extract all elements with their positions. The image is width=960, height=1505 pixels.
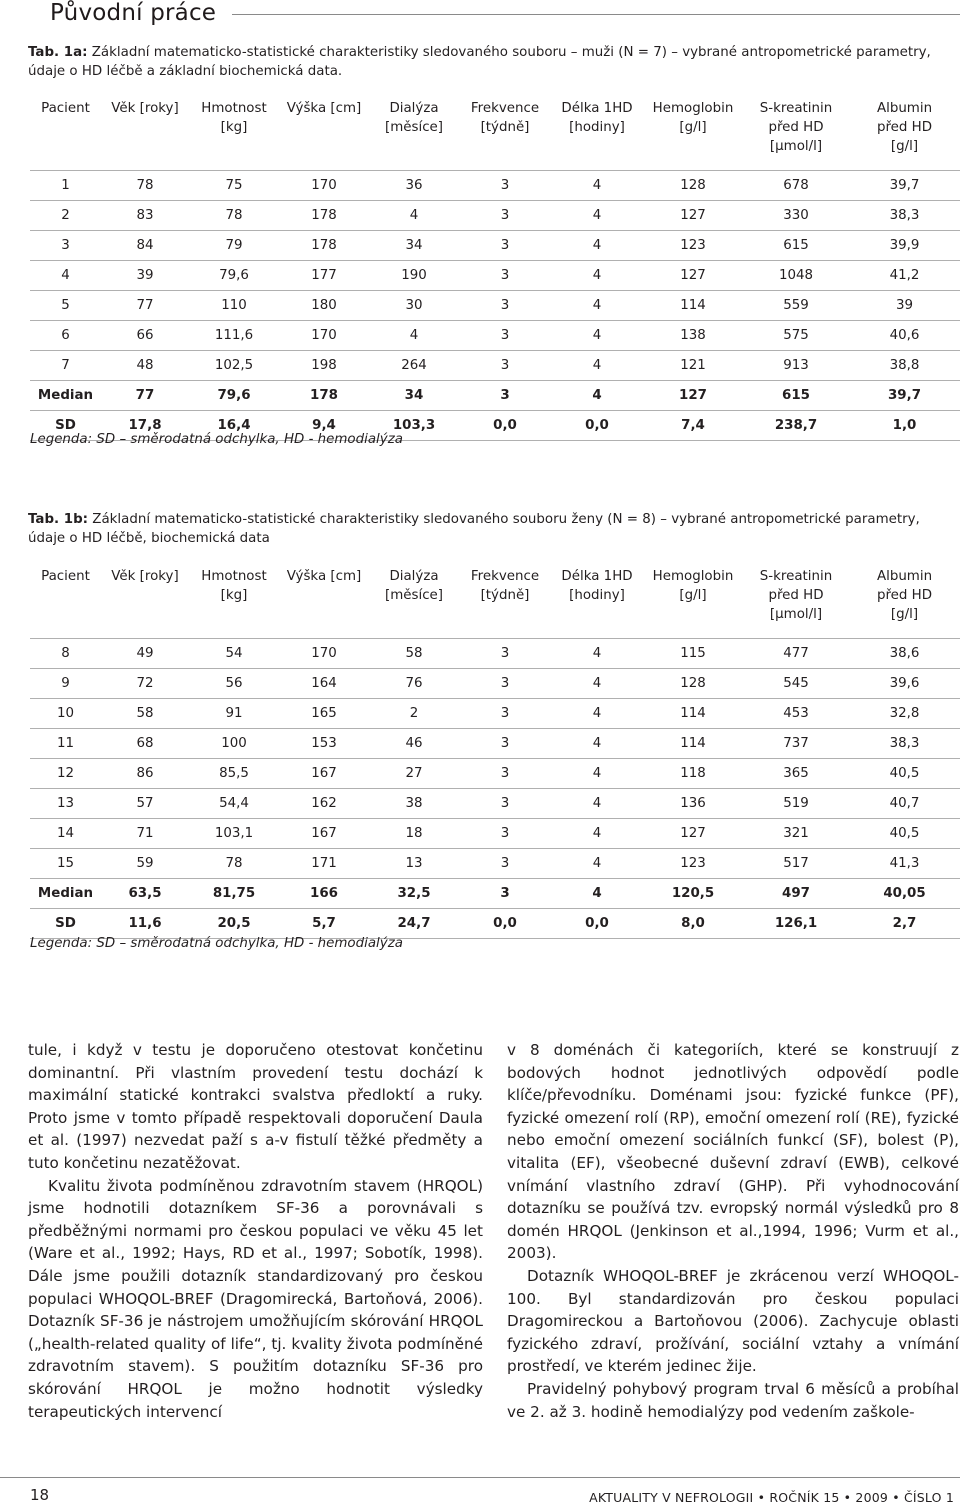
body-column-left	[28, 1039, 483, 1423]
column-header: S-kreatinin před HD [µmol/l]	[759, 101, 833, 154]
table-row	[30, 758, 960, 788]
table-cell: 32,8	[849, 698, 960, 728]
column-header: Délka 1HD [hodiny]	[561, 569, 633, 603]
table2	[30, 563, 960, 939]
summary-cell: SD	[30, 908, 101, 938]
table2-grid	[30, 563, 960, 939]
table-cell: 127	[643, 200, 743, 230]
table-cell: 3	[459, 848, 551, 878]
column-header: Délka 1HD [hodiny]	[561, 101, 633, 135]
summary-cell: 9,4	[279, 410, 369, 440]
table-cell: 162	[279, 788, 369, 818]
table-cell: 128	[643, 668, 743, 698]
table-cell: 78	[189, 200, 279, 230]
table-cell: 190	[369, 260, 459, 290]
body-column-right	[507, 1039, 959, 1423]
table-cell: 3	[459, 350, 551, 380]
table-cell: 321	[743, 818, 849, 848]
table-cell: 68	[101, 728, 189, 758]
table-cell: 8	[30, 638, 101, 668]
table-row	[30, 170, 960, 200]
table-cell: 40,7	[849, 788, 960, 818]
summary-cell: 3	[459, 380, 551, 410]
table-cell: 78	[189, 848, 279, 878]
table-cell: 75	[189, 170, 279, 200]
table-cell: 49	[101, 638, 189, 668]
table-cell: 38,8	[849, 350, 960, 380]
table-cell: 7	[30, 350, 101, 380]
summary-cell: 4	[551, 878, 643, 908]
column-header: Věk [roky]	[111, 101, 179, 116]
table-cell: 545	[743, 668, 849, 698]
summary-cell: 32,5	[369, 878, 459, 908]
paragraph: tule, i když v testu je doporučeno otestovat končetinu dominantní. Při vlastním provedení testu dochází k maximální statické kontrakci svalstva předloktí a ruky. Proto jsme v tomto případě respektovali doporučení Daula et al. (1997) nezvedat paží s a-v fistulí těžké předměty a tuto končetinu nezatěžovat.	[28, 1041, 483, 1172]
table-cell: 3	[459, 290, 551, 320]
column-header: Frekvence [týdně]	[470, 101, 540, 135]
table-cell: 1048	[743, 260, 849, 290]
table-cell: 178	[279, 230, 369, 260]
summary-cell: Median	[30, 380, 101, 410]
summary-cell: 39,7	[849, 380, 960, 410]
table-cell: 58	[369, 638, 459, 668]
table-cell: 2	[369, 698, 459, 728]
table-row	[30, 260, 960, 290]
table-cell: 264	[369, 350, 459, 380]
table-cell: 121	[643, 350, 743, 380]
table-cell: 3	[459, 758, 551, 788]
summary-cell: 17,8	[101, 410, 189, 440]
table-cell: 18	[369, 818, 459, 848]
table1-caption-label: Tab. 1a:	[28, 45, 88, 60]
table-cell: 78	[101, 170, 189, 200]
summary-cell: 79,6	[189, 380, 279, 410]
summary-row	[30, 380, 960, 410]
table-cell: 559	[743, 290, 849, 320]
summary-cell: 63,5	[101, 878, 189, 908]
table-row	[30, 728, 960, 758]
table-cell: 3	[459, 200, 551, 230]
column-header: Albumin před HD [g/l]	[876, 569, 933, 622]
table-cell: 517	[743, 848, 849, 878]
table-cell: 48	[101, 350, 189, 380]
table-cell: 77	[101, 290, 189, 320]
table-cell: 46	[369, 728, 459, 758]
table-cell: 123	[643, 230, 743, 260]
table1-caption-text: Základní matematicko-statistické charakteristiky sledovaného souboru – muži (N = 7) – vybrané antropometrické parametry, údaje o HD léčbě a základní biochemická data.	[28, 45, 931, 79]
table-cell: 171	[279, 848, 369, 878]
table-cell: 3	[459, 668, 551, 698]
summary-cell: 615	[743, 380, 849, 410]
table-cell: 13	[369, 848, 459, 878]
table-cell: 27	[369, 758, 459, 788]
table-cell: 3	[459, 320, 551, 350]
table-row	[30, 200, 960, 230]
table-cell: 180	[279, 290, 369, 320]
table-cell: 111,6	[189, 320, 279, 350]
table-cell: 58	[101, 698, 189, 728]
table-cell: 76	[369, 668, 459, 698]
table-cell: 575	[743, 320, 849, 350]
page-header	[0, 0, 960, 30]
summary-cell: 1,0	[849, 410, 960, 440]
table-cell: 177	[279, 260, 369, 290]
table-cell: 198	[279, 350, 369, 380]
table-cell: 4	[551, 638, 643, 668]
table-cell: 38,3	[849, 200, 960, 230]
summary-cell: 81,75	[189, 878, 279, 908]
table-cell: 118	[643, 758, 743, 788]
table-cell: 4	[551, 728, 643, 758]
table-cell: 39	[849, 290, 960, 320]
table-cell: 71	[101, 818, 189, 848]
table-cell: 4	[551, 260, 643, 290]
table-cell: 138	[643, 320, 743, 350]
table-cell: 83	[101, 200, 189, 230]
table-cell: 38,6	[849, 638, 960, 668]
table-row	[30, 698, 960, 728]
table-cell: 9	[30, 668, 101, 698]
table-cell: 6	[30, 320, 101, 350]
footer-rule	[0, 1477, 960, 1478]
table-cell: 4	[551, 668, 643, 698]
table1-grid	[30, 95, 960, 441]
table-cell: 4	[551, 848, 643, 878]
table-cell: 4	[551, 818, 643, 848]
table-cell: 170	[279, 320, 369, 350]
table-cell: 114	[643, 728, 743, 758]
summary-cell: 24,7	[369, 908, 459, 938]
column-header: Dialýza [měsíce]	[384, 101, 444, 135]
table-cell: 913	[743, 350, 849, 380]
summary-cell: 120,5	[643, 878, 743, 908]
table-row	[30, 788, 960, 818]
table-cell: 54	[189, 638, 279, 668]
table-cell: 477	[743, 638, 849, 668]
paragraph: Dotazník WHOQOL-BREF je zkrácenou verzí WHOQOL-100. Byl standardizován pro českou populaci Dragomireckou a Bartoňovou (2006). Zachycuje oblasti fyzického zdraví, prožívání, sociální vztahy a vnímání prostředí, ve kterém jedinec žije.	[507, 1266, 959, 1376]
table-cell: 1	[30, 170, 101, 200]
table-cell: 41,3	[849, 848, 960, 878]
table-cell: 79	[189, 230, 279, 260]
table-row	[30, 320, 960, 350]
summary-cell: 0,0	[459, 410, 551, 440]
table-cell: 5	[30, 290, 101, 320]
summary-cell: 497	[743, 878, 849, 908]
table-cell: 85,5	[189, 758, 279, 788]
table-cell: 3	[459, 728, 551, 758]
column-header: Výška [cm]	[286, 101, 362, 116]
summary-cell: 126,1	[743, 908, 849, 938]
table-cell: 40,6	[849, 320, 960, 350]
table2-caption-label: Tab. 1b:	[28, 512, 89, 527]
paragraph: v 8 doménách či kategoriích, které se konstruují z bodových hodnot jednotlivých odpovědí podle klíče/převodníku. Doménami jsou: fyzické funkce (PF), fyzické omezení rolí (RP), emoční omezení rolí (RE), fyzické nebo emoční omezení sociálních funkcí (SF), bolest (P), vitalita (EF), všeobecné duševní zdraví (EWB), celkové vnímání vlastního zdraví (GHP). Při vyhodnocování dotazníku se používá tzv. evropský normál výsledků pro 8 domén HRQOL (Jenkinson et al.,1994, 1996; Vurm et al., 2003).	[507, 1041, 959, 1263]
table-row	[30, 230, 960, 260]
table-cell: 127	[643, 260, 743, 290]
table-cell: 84	[101, 230, 189, 260]
summary-cell: 3	[459, 878, 551, 908]
table-row	[30, 848, 960, 878]
table-cell: 40,5	[849, 818, 960, 848]
table-cell: 4	[551, 758, 643, 788]
table-cell: 57	[101, 788, 189, 818]
table-cell: 38	[369, 788, 459, 818]
table-cell: 170	[279, 170, 369, 200]
table-cell: 39,7	[849, 170, 960, 200]
table-cell: 3	[30, 230, 101, 260]
summary-cell: 127	[643, 380, 743, 410]
column-header: Dialýza [měsíce]	[384, 569, 444, 603]
table-cell: 38,3	[849, 728, 960, 758]
header-rule	[232, 14, 960, 15]
table-cell: 165	[279, 698, 369, 728]
table2-header-row	[30, 563, 960, 638]
table-cell: 153	[279, 728, 369, 758]
table-cell: 4	[551, 320, 643, 350]
summary-cell: SD	[30, 410, 101, 440]
table-cell: 40,5	[849, 758, 960, 788]
table-cell: 30	[369, 290, 459, 320]
table-cell: 3	[459, 170, 551, 200]
table-row	[30, 668, 960, 698]
table2-legend: Legenda: SD – směrodatná odchylka, HD - hemodialýza	[30, 936, 403, 951]
table-cell: 12	[30, 758, 101, 788]
table1-header-row	[30, 95, 960, 170]
table-cell: 519	[743, 788, 849, 818]
column-header: Pacient	[41, 569, 90, 584]
table-cell: 110	[189, 290, 279, 320]
table-cell: 100	[189, 728, 279, 758]
paragraph: Pravidelný pohybový program trval 6 měsíců a probíhal ve 2. až 3. hodině hemodialýzy pod vedením zaškole-	[507, 1379, 959, 1421]
table-cell: 4	[551, 170, 643, 200]
summary-cell: 40,05	[849, 878, 960, 908]
table-cell: 10	[30, 698, 101, 728]
column-header: Albumin před HD [g/l]	[876, 101, 933, 154]
summary-cell: 4	[551, 380, 643, 410]
table-cell: 164	[279, 668, 369, 698]
table-cell: 4	[369, 200, 459, 230]
column-header: Hemoglobin [g/l]	[652, 101, 734, 135]
table-cell: 136	[643, 788, 743, 818]
journal-name: AKTUALITY V NEFROLOGII • ROČNÍK 15 • 2009 • ČÍSLO 1	[589, 1490, 954, 1505]
column-header: Hmotnost [kg]	[201, 569, 267, 603]
table-cell: 114	[643, 290, 743, 320]
column-header: Věk [roky]	[111, 569, 179, 584]
summary-row	[30, 878, 960, 908]
table-cell: 3	[459, 260, 551, 290]
column-header: Hemoglobin [g/l]	[652, 569, 734, 603]
summary-cell: 103,3	[369, 410, 459, 440]
table1-caption	[28, 43, 948, 81]
table1	[30, 95, 960, 441]
table-cell: 91	[189, 698, 279, 728]
column-header: Výška [cm]	[286, 569, 362, 584]
table-row	[30, 818, 960, 848]
summary-cell: 11,6	[101, 908, 189, 938]
column-header: S-kreatinin před HD [µmol/l]	[759, 569, 833, 622]
table-cell: 54,4	[189, 788, 279, 818]
table-cell: 11	[30, 728, 101, 758]
table-cell: 178	[279, 200, 369, 230]
table-cell: 3	[459, 638, 551, 668]
summary-cell: 77	[101, 380, 189, 410]
table-cell: 36	[369, 170, 459, 200]
summary-cell: 20,5	[189, 908, 279, 938]
page-number: 18	[30, 1486, 50, 1504]
table-cell: 86	[101, 758, 189, 788]
summary-cell: 5,7	[279, 908, 369, 938]
table-cell: 678	[743, 170, 849, 200]
table-cell: 453	[743, 698, 849, 728]
summary-cell: 2,7	[849, 908, 960, 938]
table-cell: 4	[551, 230, 643, 260]
summary-cell: 166	[279, 878, 369, 908]
summary-cell: 238,7	[743, 410, 849, 440]
table-cell: 123	[643, 848, 743, 878]
summary-cell: 34	[369, 380, 459, 410]
column-header: Hmotnost [kg]	[201, 101, 267, 135]
table-cell: 128	[643, 170, 743, 200]
table-cell: 127	[643, 818, 743, 848]
table-cell: 2	[30, 200, 101, 230]
table-cell: 102,5	[189, 350, 279, 380]
table2-caption-text: Základní matematicko-statistické charakteristiky sledovaného souboru ženy (N = 8) – vybrané antropometrické parametry, údaje o HD léčbě, biochemická data	[28, 512, 920, 546]
table-cell: 330	[743, 200, 849, 230]
table-cell: 59	[101, 848, 189, 878]
table-cell: 66	[101, 320, 189, 350]
table-cell: 3	[459, 818, 551, 848]
table-cell: 3	[459, 788, 551, 818]
summary-cell: 178	[279, 380, 369, 410]
table-cell: 4	[551, 698, 643, 728]
table-cell: 365	[743, 758, 849, 788]
table-cell: 56	[189, 668, 279, 698]
table-cell: 4	[551, 350, 643, 380]
summary-cell: 0,0	[551, 908, 643, 938]
table-cell: 39,6	[849, 668, 960, 698]
column-header: Frekvence [týdně]	[470, 569, 540, 603]
summary-cell: 16,4	[189, 410, 279, 440]
summary-cell: Median	[30, 878, 101, 908]
section-title: Původní práce	[50, 0, 217, 26]
table-cell: 39,9	[849, 230, 960, 260]
summary-cell: 0,0	[551, 410, 643, 440]
table-cell: 4	[30, 260, 101, 290]
summary-cell: 7,4	[643, 410, 743, 440]
table-row	[30, 350, 960, 380]
table-cell: 34	[369, 230, 459, 260]
table-cell: 615	[743, 230, 849, 260]
table-cell: 167	[279, 758, 369, 788]
table-cell: 72	[101, 668, 189, 698]
table2-caption	[28, 510, 948, 548]
table-cell: 13	[30, 788, 101, 818]
table1-legend: Legenda: SD – směrodatná odchylka, HD - hemodialýza	[30, 432, 403, 447]
table-cell: 3	[459, 230, 551, 260]
table-cell: 114	[643, 698, 743, 728]
table-cell: 4	[551, 290, 643, 320]
table-row	[30, 638, 960, 668]
table-cell: 15	[30, 848, 101, 878]
table-cell: 41,2	[849, 260, 960, 290]
table-cell: 4	[551, 788, 643, 818]
table-cell: 115	[643, 638, 743, 668]
table-cell: 167	[279, 818, 369, 848]
column-header: Pacient	[41, 101, 90, 116]
summary-row	[30, 908, 960, 938]
table-cell: 4	[551, 200, 643, 230]
table-cell: 4	[369, 320, 459, 350]
table-cell: 737	[743, 728, 849, 758]
table-cell: 103,1	[189, 818, 279, 848]
table-cell: 170	[279, 638, 369, 668]
table-cell: 79,6	[189, 260, 279, 290]
table-cell: 39	[101, 260, 189, 290]
summary-cell: 0,0	[459, 908, 551, 938]
paragraph: Kvalitu života podmíněnou zdravotním stavem (HRQOL) jsme hodnotili dotazníkem SF-36 a porovnávali s předběžnými normami pro českou populaci ve věku 45 let (Ware et al., 1992; Hays, RD et al., 1997; Sobotík, 1998). Dále jsme použili dotazník standardizovaný pro českou populaci WHOQOL-BREF (Dragomirecká, Bartoňová, 2006). Dotazník SF-36 je nástrojem umožňujícím skórování HRQOL („health-related quality of life“, tj. kvality života podmíněné zdravotním stavem). S použitím dotazníku SF-36 pro skórování HRQOL je možno hodnotit výsledky terapeutických intervencí	[28, 1176, 483, 1421]
table-row	[30, 290, 960, 320]
table-cell: 3	[459, 698, 551, 728]
summary-cell: 8,0	[643, 908, 743, 938]
table-cell: 14	[30, 818, 101, 848]
